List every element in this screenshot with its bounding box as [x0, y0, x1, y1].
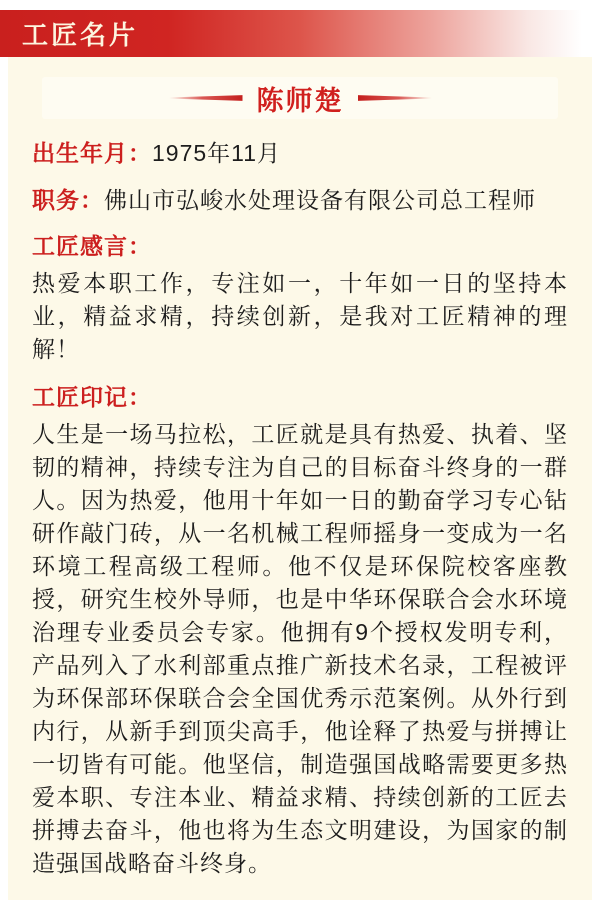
page-title: 工匠名片	[22, 20, 139, 50]
field-birth-date	[32, 138, 568, 168]
section-craftsman-quote	[32, 231, 568, 366]
field-position-label: 职务：	[32, 187, 104, 213]
section-craftsman-quote-heading: 工匠感言：	[32, 233, 152, 259]
person-name: 陈师楚	[256, 85, 344, 116]
left-dash-decoration	[169, 95, 243, 101]
field-birth-date-value: 1975年11月	[152, 140, 282, 166]
section-craftsman-mark-heading: 工匠印记：	[32, 384, 152, 410]
field-birth-date-label: 出生年月：	[32, 140, 152, 166]
section-craftsman-mark-body: 人生是一场马拉松，工匠就是具有热爱、执着、坚韧的精神，持续专注为自己的目标奋斗终身的一群人。因为热爱，他用十年如一日的勤奋学习专心钻研作敲门砖，从一名机械工程师摇身一变成为一名环境工程高级工程师。他不仅是环保院校客座教授，研究生校外导师，也是中华环保联合会水环境治理专业委员会专家。他拥有9个授权发明专利，产品列入了水利部重点推广新技术名录，工程被评为环保部环保联合会全国优秀示范案例。从外行到内行，从新手到顶尖高手，他诠释了热爱与拼搏让一切皆有可能。他坚信，制造强国战略需要更多热爱本职、专注本业、精益求精、持续创新的工匠去拼搏去奋斗，他也将为生态文明建设，为国家的制造强国战略奋斗终身。	[32, 421, 568, 876]
field-position	[32, 185, 568, 215]
section-craftsman-mark	[32, 382, 568, 880]
name-row	[32, 75, 568, 121]
section-craftsman-quote-body: 热爱本职工作，专注如一，十年如一日的坚持本业，精益求精，持续创新，是我对工匠精神的理解！	[32, 270, 568, 362]
field-position-value: 佛山市弘峻水处理设备有限公司总工程师	[104, 187, 536, 213]
right-dash-decoration	[358, 95, 432, 101]
profile-card	[8, 57, 592, 900]
header-banner	[0, 10, 600, 57]
